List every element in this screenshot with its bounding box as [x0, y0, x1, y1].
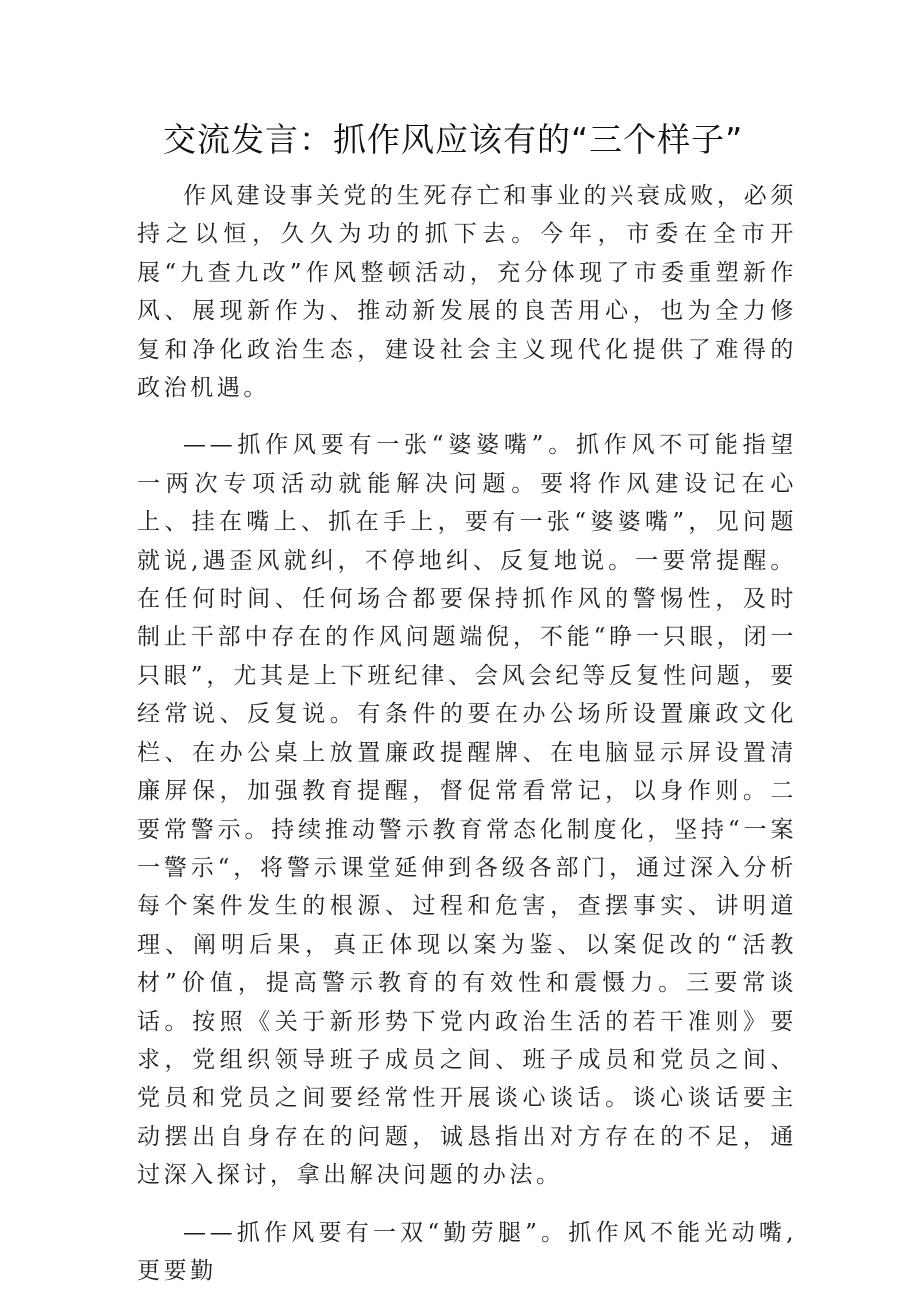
document-title: 交流发言：抓作风应该有的“三个样子”	[163, 120, 744, 159]
paragraph-point-two: ——抓作风要有一双“勤劳腿”。抓作风不能光动嘴,更要勤	[137, 1219, 797, 1284]
paragraph-intro: 作风建设事关党的生死存亡和事业的兴衰成败，必须持之以恒，久久为功的抓下去。今年，市委在全市开展“九查九改”作风整顿活动，充分体现了市委重塑新作风、展现新作为、推动新发展的良苦用心，也为全力修复和净化政治生态，建设社会主义现代化提供了难得的政治机遇。	[137, 183, 797, 402]
document-body	[137, 177, 797, 1290]
paragraph-point-one: ——抓作风要有一张“婆婆嘴”。抓作风不可能指望一两次专项活动就能解决问题。要将作风建设记在心上、挂在嘴上、抓在手上，要有一张“婆婆嘴”，见问题就说,遇歪风就纠，不停地纠、反复地说。一要常提醒。在任何时间、任何场合都要保持抓作风的警惕性，及时制止干部中存在的作风问题端倪，不能“睁一只眼，闭一只眼”，尤其是上下班纪律、会风会纪等反复性问题，要经常说、反复说。有条件的要在办公场所设置廉政文化栏、在办公桌上放置廉政提醒牌、在电脑显示屏设置清廉屏保，加强教育提醒，督促常看常记，以身作则。二要常警示。持续推动警示教育常态化制度化，坚持“一案一警示“，将警示课堂延伸到各级各部门，通过深入分析每个案件发生的根源、过程和危害，查摆事实、讲明道理、阐明后果，真正体现以案为鉴、以案促改的“活教材”价值，提高警示教育的有效性和震慑力。三要常谈话。按照《关于新形势下党内政治生活的若干准则》要求，党组织领导班子成员之间、班子成员和党员之间、党员和党员之间要经常性开展谈心谈话。谈心谈话要主动摆出自身存在的问题，诚恳指出对方存在的不足，通过深入探讨，拿出解决问题的办法。	[137, 432, 797, 1189]
